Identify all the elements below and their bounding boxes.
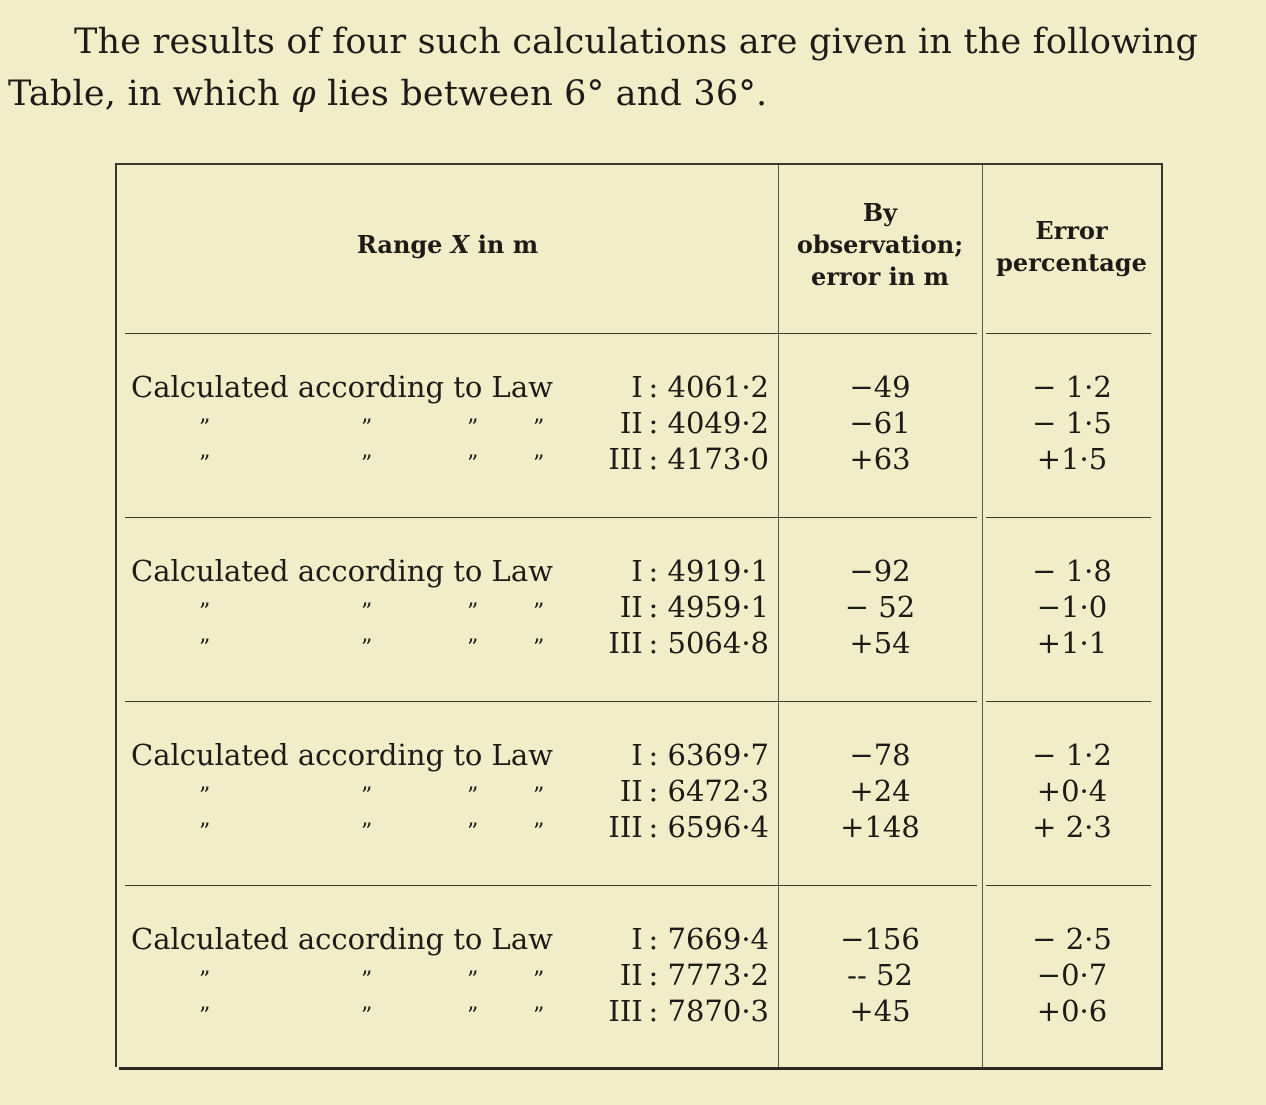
ditto-mark: ”: [533, 600, 545, 625]
ditto-mark: ”: [533, 968, 545, 993]
table-row: [117, 589, 1161, 625]
range-value: III : 4173·0: [608, 442, 769, 476]
law-numeral: II: [619, 774, 643, 808]
error-pct-value: +0·6: [1036, 994, 1108, 1028]
error-pct-value: − 1·2: [1032, 738, 1112, 772]
range-number: 6596·4: [667, 810, 769, 844]
range-header: [117, 229, 778, 261]
intro-line-2-end: lies between 6° and 36°.: [315, 74, 768, 114]
intro-line-2: [8, 68, 1264, 120]
ditto-mark: ”: [467, 968, 479, 993]
table-row: [117, 737, 1161, 773]
header-line: error in m: [811, 262, 949, 291]
law-numeral: III: [608, 442, 643, 476]
rule: [125, 517, 977, 518]
rule: [986, 885, 1151, 886]
range-number: 5064·8: [667, 626, 769, 660]
phi-symbol: φ: [291, 74, 316, 114]
range-number: 7773·2: [667, 958, 769, 992]
error-m-value: -- 52: [847, 958, 913, 992]
error-pct-value: +0·4: [1036, 774, 1108, 808]
ditto-mark: ”: [361, 820, 373, 845]
range-number: 4049·2: [667, 406, 769, 440]
error-pct-value: − 1·2: [1032, 370, 1112, 404]
table-row: [117, 921, 1161, 957]
error-pct-value: +1·1: [1036, 626, 1108, 660]
range-value: II : 6472·3: [619, 774, 769, 808]
rule: [125, 333, 977, 334]
ditto-mark: ”: [361, 416, 373, 441]
ditto-mark: ”: [467, 416, 479, 441]
range-header-text: Range: [356, 230, 451, 259]
ditto-mark: ”: [467, 784, 479, 809]
ditto-mark: ”: [533, 452, 545, 477]
table-row: [117, 553, 1161, 589]
rule: [125, 701, 977, 702]
header-line: observation;: [796, 230, 964, 259]
intro-line-1: The results of four such calculations are given in the following: [74, 22, 1199, 62]
ditto-mark: ”: [361, 968, 373, 993]
ditto-mark: ”: [199, 784, 211, 809]
law-numeral: II: [619, 590, 643, 624]
observation-error-header: [778, 197, 982, 293]
range-value: II : 4049·2: [619, 406, 769, 440]
table-row: [117, 625, 1161, 661]
law-numeral: III: [608, 994, 643, 1028]
range-value: I : 6369·7: [631, 738, 769, 772]
error-pct-value: −0·7: [1036, 958, 1108, 992]
table-row: [117, 405, 1161, 441]
range-value: II : 7773·2: [619, 958, 769, 992]
range-value: III : 5064·8: [608, 626, 769, 660]
rule: [125, 885, 977, 886]
law-numeral: I: [631, 738, 643, 772]
row-label: Calculated according to Law: [131, 738, 553, 772]
range-header-variable: X: [450, 230, 470, 259]
error-m-value: −78: [849, 738, 911, 772]
range-number: 4919·1: [667, 554, 769, 588]
row-label: Calculated according to Law: [131, 370, 553, 404]
law-numeral: III: [608, 626, 643, 660]
range-number: 4173·0: [667, 442, 769, 476]
range-value: II : 4959·1: [619, 590, 769, 624]
ditto-mark: ”: [199, 416, 211, 441]
ditto-mark: ”: [361, 600, 373, 625]
error-m-value: − 52: [844, 590, 916, 624]
law-numeral: I: [631, 554, 643, 588]
ditto-mark: ”: [199, 600, 211, 625]
ditto-mark: ”: [467, 600, 479, 625]
range-number: 6369·7: [667, 738, 769, 772]
ditto-mark: ”: [533, 784, 545, 809]
range-value: III : 6596·4: [608, 810, 769, 844]
range-value: I : 4919·1: [631, 554, 769, 588]
range-value: III : 7870·3: [608, 994, 769, 1028]
ditto-mark: ”: [533, 416, 545, 441]
ditto-mark: ”: [199, 636, 211, 661]
law-numeral: II: [619, 958, 643, 992]
results-table: [115, 163, 1163, 1067]
error-pct-value: − 1·8: [1032, 554, 1112, 588]
ditto-mark: ”: [467, 636, 479, 661]
law-numeral: I: [631, 922, 643, 956]
table-row: [117, 773, 1161, 809]
range-number: 7870·3: [667, 994, 769, 1028]
error-m-value: −61: [849, 406, 911, 440]
ditto-mark: ”: [533, 820, 545, 845]
intro-line-2-start: Table, in which: [8, 74, 292, 114]
row-label: Calculated according to Law: [131, 554, 553, 588]
ditto-mark: ”: [467, 820, 479, 845]
header-line: Error: [1035, 216, 1108, 245]
range-number: 4061·2: [667, 370, 769, 404]
error-m-value: −92: [849, 554, 911, 588]
ditto-mark: ”: [533, 1004, 545, 1029]
table-row: [117, 369, 1161, 405]
error-m-value: +148: [840, 810, 920, 844]
ditto-mark: ”: [467, 1004, 479, 1029]
ditto-mark: ”: [199, 820, 211, 845]
table-row: [117, 809, 1161, 845]
rule: [986, 701, 1151, 702]
range-number: 6472·3: [667, 774, 769, 808]
range-number: 4959·1: [667, 590, 769, 624]
table-bottom-rule: [119, 1067, 1163, 1070]
ditto-mark: ”: [467, 452, 479, 477]
law-numeral: II: [619, 406, 643, 440]
table-row: [117, 993, 1161, 1029]
error-percentage-header: [982, 215, 1161, 279]
ditto-mark: ”: [361, 452, 373, 477]
row-label: Calculated according to Law: [131, 922, 553, 956]
ditto-mark: ”: [199, 968, 211, 993]
error-pct-value: −1·0: [1036, 590, 1108, 624]
range-value: I : 4061·2: [631, 370, 769, 404]
range-value: I : 7669·4: [631, 922, 769, 956]
error-pct-value: − 2·5: [1032, 922, 1112, 956]
ditto-mark: ”: [361, 636, 373, 661]
intro-paragraph: [8, 16, 1264, 120]
error-m-value: −49: [849, 370, 911, 404]
law-numeral: I: [631, 370, 643, 404]
rule: [986, 517, 1151, 518]
error-m-value: −156: [840, 922, 920, 956]
table-row: [117, 441, 1161, 477]
error-pct-value: + 2·3: [1032, 810, 1112, 844]
header-line: By: [862, 198, 898, 227]
error-m-value: +24: [849, 774, 911, 808]
range-header-unit: in m: [469, 230, 539, 259]
header-line: percentage: [996, 248, 1147, 277]
error-pct-value: +1·5: [1036, 442, 1108, 476]
rule: [986, 333, 1151, 334]
error-m-value: +45: [849, 994, 911, 1028]
ditto-mark: ”: [199, 1004, 211, 1029]
law-numeral: III: [608, 810, 643, 844]
table-row: [117, 957, 1161, 993]
ditto-mark: ”: [533, 636, 545, 661]
error-pct-value: − 1·5: [1032, 406, 1112, 440]
range-number: 7669·4: [667, 922, 769, 956]
error-m-value: +63: [849, 442, 911, 476]
ditto-mark: ”: [361, 1004, 373, 1029]
ditto-mark: ”: [199, 452, 211, 477]
ditto-mark: ”: [361, 784, 373, 809]
error-m-value: +54: [849, 626, 911, 660]
